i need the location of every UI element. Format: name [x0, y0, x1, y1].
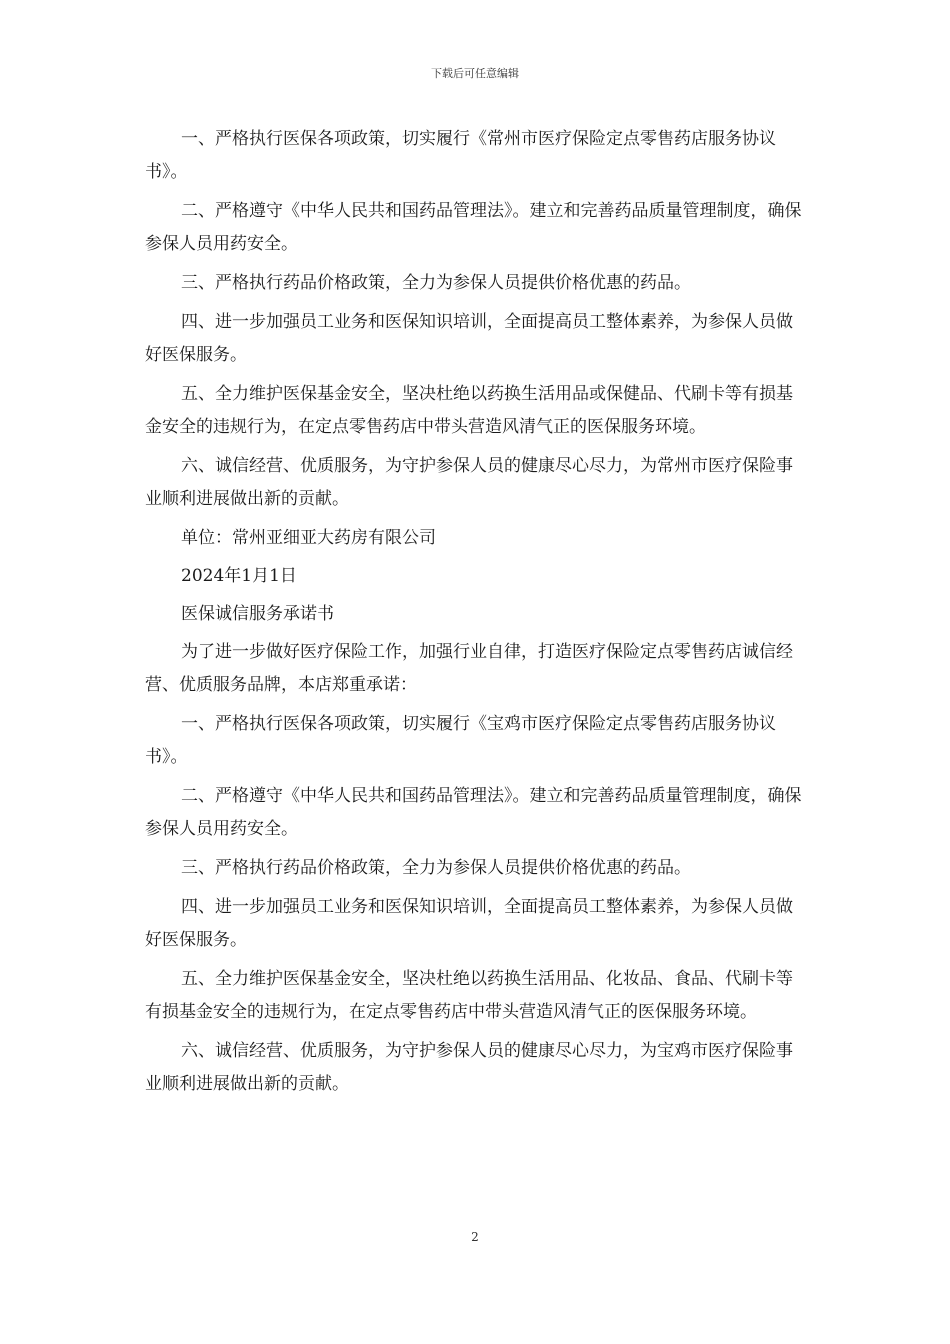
page-number: 2	[471, 1230, 479, 1244]
paragraph-commitment-5b: 五、全力维护医保基金安全，坚决杜绝以药换生活用品、化妆品、食品、代刷卡等有损基金安全的违规行为，在定点零售药店中带头营造风清气正的医保服务环境。	[145, 969, 793, 1022]
paragraph-commitment-5: 五、全力维护医保基金安全，坚决杜绝以药换生活用品或保健品、代刷卡等有损基金安全的违规行为，在定点零售药店中带头营造风清气正的医保服务环境。	[145, 384, 793, 437]
paragraph-commitment-1b: 一、严格执行医保各项政策，切实履行《宝鸡市医疗保险定点零售药店服务协议书》。	[145, 714, 776, 767]
section-title: 医保诚信服务承诺书	[181, 604, 334, 624]
document-body	[145, 123, 807, 1107]
paragraph-commitment-2b: 二、严格遵守《中华人民共和国药品管理法》。建立和完善药品质量管理制度，确保参保人员用药安全。	[145, 786, 802, 839]
date-line: 2024年1月1日	[181, 566, 297, 586]
paragraph-commitment-3: 三、严格执行药品价格政策，全力为参保人员提供价格优惠的药品。	[181, 273, 691, 293]
paragraph-commitment-2: 二、严格遵守《中华人民共和国药品管理法》。建立和完善药品质量管理制度，确保参保人员用药安全。	[145, 201, 802, 254]
organization-line: 单位：常州亚细亚大药房有限公司	[181, 528, 436, 548]
paragraph-commitment-6: 六、诚信经营、优质服务，为守护参保人员的健康尽心尽力，为常州市医疗保险事业顺利进展做出新的贡献。	[145, 456, 793, 509]
paragraph-commitment-1: 一、严格执行医保各项政策，切实履行《常州市医疗保险定点零售药店服务协议书》。	[145, 129, 776, 182]
paragraph-commitment-4b: 四、进一步加强员工业务和医保知识培训，全面提高员工整体素养，为参保人员做好医保服务。	[145, 897, 793, 950]
page-header: 下载后可任意编辑	[431, 67, 519, 80]
intro-paragraph: 为了进一步做好医疗保险工作，加强行业自律，打造医疗保险定点零售药店诚信经营、优质服务品牌，本店郑重承诺：	[145, 642, 793, 695]
paragraph-commitment-6b: 六、诚信经营、优质服务，为守护参保人员的健康尽心尽力，为宝鸡市医疗保险事业顺利进展做出新的贡献。	[145, 1041, 793, 1094]
paragraph-commitment-3b: 三、严格执行药品价格政策，全力为参保人员提供价格优惠的药品。	[181, 858, 691, 878]
paragraph-commitment-4: 四、进一步加强员工业务和医保知识培训，全面提高员工整体素养，为参保人员做好医保服务。	[145, 312, 793, 365]
